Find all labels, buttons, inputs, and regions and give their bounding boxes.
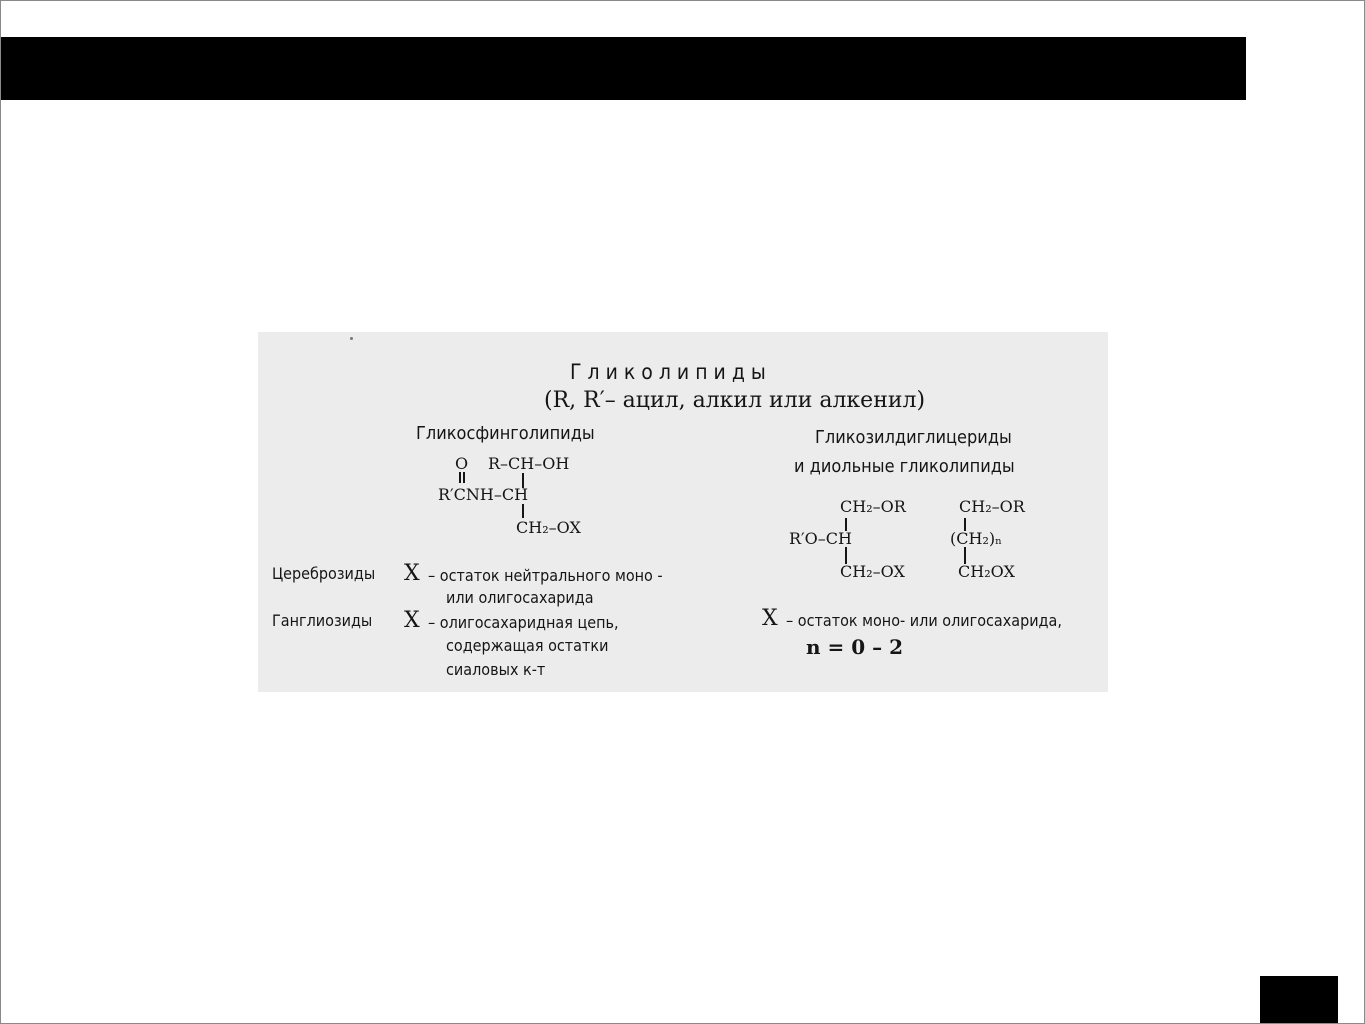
formula-rcnh-ch: R′CNH–CH — [438, 485, 529, 504]
formula-a-mid: R′O–CH — [789, 529, 852, 548]
glycosyldiglycerides-title-2: и диольные гликолипиды — [794, 456, 1015, 477]
cerebrosides-label: Цереброзиды — [272, 564, 376, 583]
glycolipids-figure — [258, 332, 1108, 692]
note-text: – остаток моно- или олигосахарида, — [786, 611, 1062, 630]
glycosphingolipids-title: Гликосфинголипиды — [416, 423, 595, 444]
page-number-box — [1260, 976, 1338, 1023]
note-n-range: n = 0 – 2 — [806, 635, 903, 659]
gangliosides-desc-1: – олигосахаридная цепь, — [428, 613, 619, 632]
formula-b-mid: (CH₂)ₙ — [950, 529, 1003, 548]
cerebrosides-x: X — [404, 561, 420, 586]
figure-heading: Г л и к о л и п и д ы — [570, 360, 766, 384]
note-x: X — [762, 606, 778, 631]
slide-title-bar — [1, 37, 1246, 100]
cerebrosides-desc-1: – остаток нейтрального моно - — [428, 566, 663, 585]
formula-b-bottom: CH₂OX — [958, 562, 1015, 581]
gangliosides-desc-3: сиаловых к-т — [446, 660, 546, 679]
cerebrosides-desc-2: или олигосахарида — [446, 588, 594, 607]
formula-a-top: CH₂–OR — [840, 497, 906, 516]
gangliosides-label: Ганглиозиды — [272, 611, 373, 630]
gangliosides-x: X — [404, 608, 420, 633]
formula-oxygen: O — [455, 454, 469, 473]
figure-subheading: (R, R′– ацил, алкил или алкенил) — [544, 388, 926, 413]
formula-a-bottom: CH₂–OX — [840, 562, 905, 581]
gangliosides-desc-2: содержащая остатки — [446, 636, 609, 655]
glycosyldiglycerides-title-1: Гликозилдиглицериды — [815, 427, 1012, 448]
formula-b-top: CH₂–OR — [959, 497, 1025, 516]
formula-ch2-ox: CH₂–OX — [516, 518, 581, 537]
formula-r-ch-oh: R–CH–OH — [488, 454, 570, 473]
